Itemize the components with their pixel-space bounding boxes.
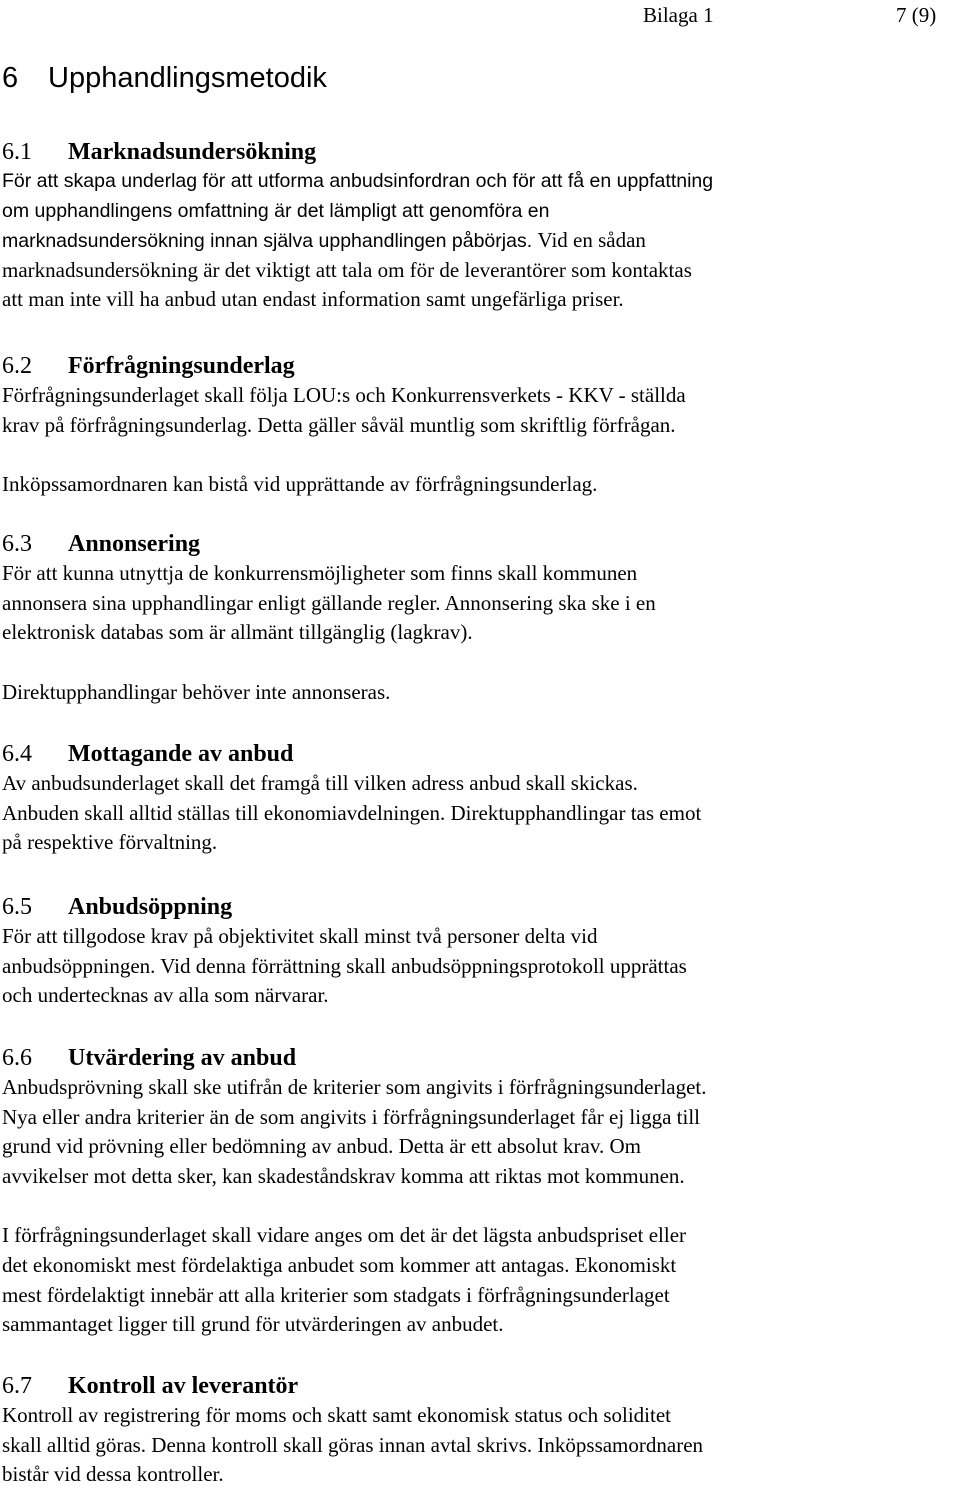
section-title: Utvärdering av anbud xyxy=(68,1045,297,1071)
text-line: Inköpssamordnaren kan bistå vid upprättande av förfrågningsunderlag. xyxy=(2,472,598,497)
section-title: Kontroll av leverantör xyxy=(68,1373,299,1399)
text-line: För att tillgodose krav på objektivitet skall minst två personer delta vid xyxy=(2,924,598,948)
section-utvardering-av-anbud xyxy=(2,1043,952,1340)
paragraph xyxy=(2,769,952,858)
text-line: om upphandlingens omfattning är det lämpligt att genomföra en xyxy=(2,199,550,222)
chapter-number: 6 xyxy=(2,62,19,94)
chapter-title-text: Upphandlingsmetodik xyxy=(48,62,327,94)
section-number: 6.1 xyxy=(2,139,32,165)
text-line: Av anbudsunderlaget skall det framgå till vilken adress anbud skall skickas. xyxy=(2,771,638,795)
section-number: 6.3 xyxy=(2,531,32,557)
header-attachment-label: Bilaga 1 xyxy=(643,3,714,27)
section-title: Förfrågningsunderlag xyxy=(68,353,295,379)
text-line: Direktupphandlingar behöver inte annonseras. xyxy=(2,679,391,704)
section-heading xyxy=(2,351,952,381)
text-line: avvikelser mot detta sker, kan skadeståndskrav komma att riktas mot kommunen. xyxy=(2,1163,685,1188)
section-anbudsoppning xyxy=(2,892,952,1011)
section-heading xyxy=(2,1371,952,1401)
text-line: Kontroll av registrering för moms och skatt samt ekonomisk status och soliditet xyxy=(2,1403,671,1427)
chapter-title xyxy=(2,58,327,98)
section-number: 6.2 xyxy=(2,353,32,379)
text-line: marknadsundersökning är det viktigt att tala om för de leverantörer som kontaktas xyxy=(2,257,692,282)
section-number: 6.7 xyxy=(2,1373,32,1399)
section-forfragningsunderlag xyxy=(2,351,952,500)
text-line: För att kunna utnyttja de konkurrensmöjligheter som finns skall kommunen xyxy=(2,561,638,585)
page-header xyxy=(0,0,960,30)
section-marknadsundersokning xyxy=(2,137,952,315)
section-kontroll-av-leverantor xyxy=(2,1371,952,1490)
text-line: skall alltid göras. Denna kontroll skall göras innan avtal skrivs. Inköpssamordnaren xyxy=(2,1432,704,1457)
text-line: bistår vid dessa kontroller. xyxy=(2,1462,224,1487)
text-line: krav på förfrågningsunderlag. Detta gäller såväl muntlig som skriftlig förfrågan. xyxy=(2,412,676,437)
paragraph xyxy=(2,1221,952,1339)
header-page-number: 7 (9) xyxy=(896,3,937,27)
text-line: anbudsöppningen. Vid denna förrättning skall anbudsöppningsprotokoll upprättas xyxy=(2,953,687,978)
paragraph xyxy=(2,381,952,440)
section-heading xyxy=(2,529,952,559)
text-line: och undertecknas av alla som närvarar. xyxy=(2,983,329,1008)
section-annonsering xyxy=(2,529,952,707)
section-heading xyxy=(2,892,952,922)
text-line: Nya eller andra kriterier än de som angivits i förfrågningsunderlaget får ej ligga till xyxy=(2,1104,700,1129)
section-mottagande-av-anbud xyxy=(2,739,952,858)
text-line: att man inte vill ha anbud utan endast information samt ungefärliga priser. xyxy=(2,287,624,312)
paragraph xyxy=(2,678,952,708)
text-line: mest fördelaktigt innebär att alla kriterier som stadgats i förfrågningsunderlaget xyxy=(2,1282,670,1307)
text-line: Förfrågningsunderlaget skall följa LOU:s och Konkurrensverkets - KKV - ställda xyxy=(2,383,686,407)
section-title: Marknadsundersökning xyxy=(68,139,317,165)
section-heading xyxy=(2,137,952,167)
text-line: elektronisk databas som är allmänt tillgänglig (lagkrav). xyxy=(2,620,473,645)
text-line: annonsera sina upphandlingar enligt gällande regler. Annonsering ska ske i en xyxy=(2,590,656,615)
paragraph xyxy=(2,1073,952,1191)
paragraph xyxy=(2,922,952,1011)
text-line: I förfrågningsunderlaget skall vidare anges om det är det lägsta anbudspriset eller xyxy=(2,1223,687,1248)
section-title: Annonsering xyxy=(68,531,201,557)
text-line: Anbuden skall alltid ställas till ekonomiavdelningen. Direktupphandlingar tas emot xyxy=(2,800,702,825)
paragraph xyxy=(2,559,952,648)
text-line: det ekonomiskt mest fördelaktiga anbudet som kommer att antagas. Ekonomiskt xyxy=(2,1252,677,1277)
text-fragment: Vid en sådan xyxy=(537,228,646,253)
text-line: grund vid prövning eller bedömning av anbud. Detta är ett absolut krav. Om xyxy=(2,1134,641,1159)
text-line: För att skapa underlag för att utforma anbudsinfordran och för att få en uppfattning xyxy=(2,170,714,192)
paragraph xyxy=(2,1401,952,1490)
section-number: 6.5 xyxy=(2,894,32,920)
section-title: Mottagande av anbud xyxy=(68,741,294,767)
text-line: på respektive förvaltning. xyxy=(2,830,218,855)
paragraph xyxy=(2,470,952,500)
section-heading xyxy=(2,739,952,769)
section-number: 6.4 xyxy=(2,741,32,767)
text-line: Anbudsprövning skall ske utifrån de kriterier som angivits i förfrågningsunderlaget. xyxy=(2,1075,707,1099)
paragraph xyxy=(2,167,952,315)
text-fragment: marknadsundersökning innan själva upphandlingen påbörjas. xyxy=(2,230,533,253)
text-line xyxy=(2,226,952,256)
text-line: sammantaget ligger till grund för utvärderingen av anbudet. xyxy=(2,1312,504,1337)
section-number: 6.6 xyxy=(2,1045,32,1071)
section-heading xyxy=(2,1043,952,1073)
section-title: Anbudsöppning xyxy=(68,894,233,920)
